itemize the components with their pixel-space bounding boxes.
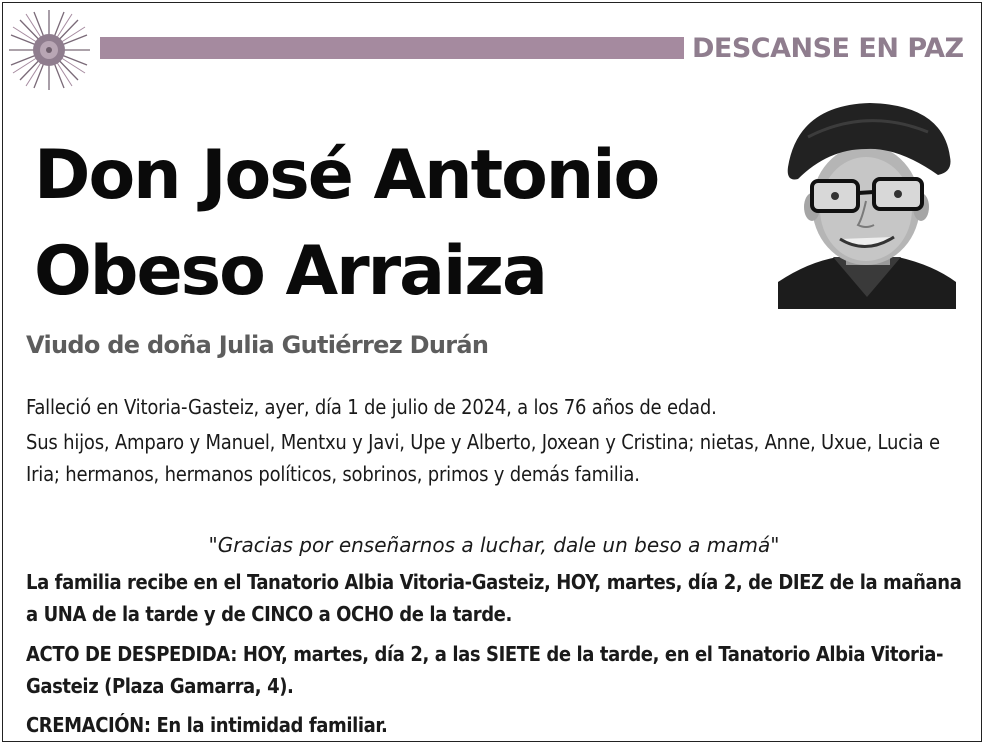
widower-of: Viudo de doña Julia Gutiérrez Durán: [26, 331, 489, 359]
header-bar: [100, 37, 684, 59]
thistle-flower-icon: [6, 8, 92, 92]
family-quote: "Gracias por enseñarnos a luchar, dale un beso a mamá": [208, 533, 780, 557]
name-line-1: Don José Antonio: [34, 136, 659, 215]
cremation-info: CREMACIÓN: En la intimidad familiar.: [26, 713, 388, 737]
header-title: DESCANSE EN PAZ: [692, 33, 964, 64]
farewell-info: ACTO DE DESPEDIDA: HOY, martes, día 2, a las SIETE de la tarde, en el Tanatorio Albia Vitoria-Gasteiz (Plaza Gamarra, 4).: [26, 642, 944, 698]
portrait-photo: [778, 97, 956, 309]
deceased-name: [34, 128, 658, 320]
family-list: Sus hijos, Amparo y Manuel, Mentxu y Javi, Upe y Alberto, Joxean y Cristina; nietas, Anne, Uxue, Lucia e Iria; hermanos, hermanos políticos, sobrinos, primos y demás familia.: [26, 430, 940, 486]
name-line-2: Obeso Arraiza: [34, 232, 546, 311]
death-notice: Falleció en Vitoria-Gasteiz, ayer, día 1 de julio de 2024, a los 76 años de edad.: [26, 395, 717, 419]
visitation-info: La familia recibe en el Tanatorio Albia Vitoria-Gasteiz, HOY, martes, día 2, de DIEZ de la mañana a UNA de la tarde y de CINCO a OCHO de la tarde.: [26, 570, 962, 626]
